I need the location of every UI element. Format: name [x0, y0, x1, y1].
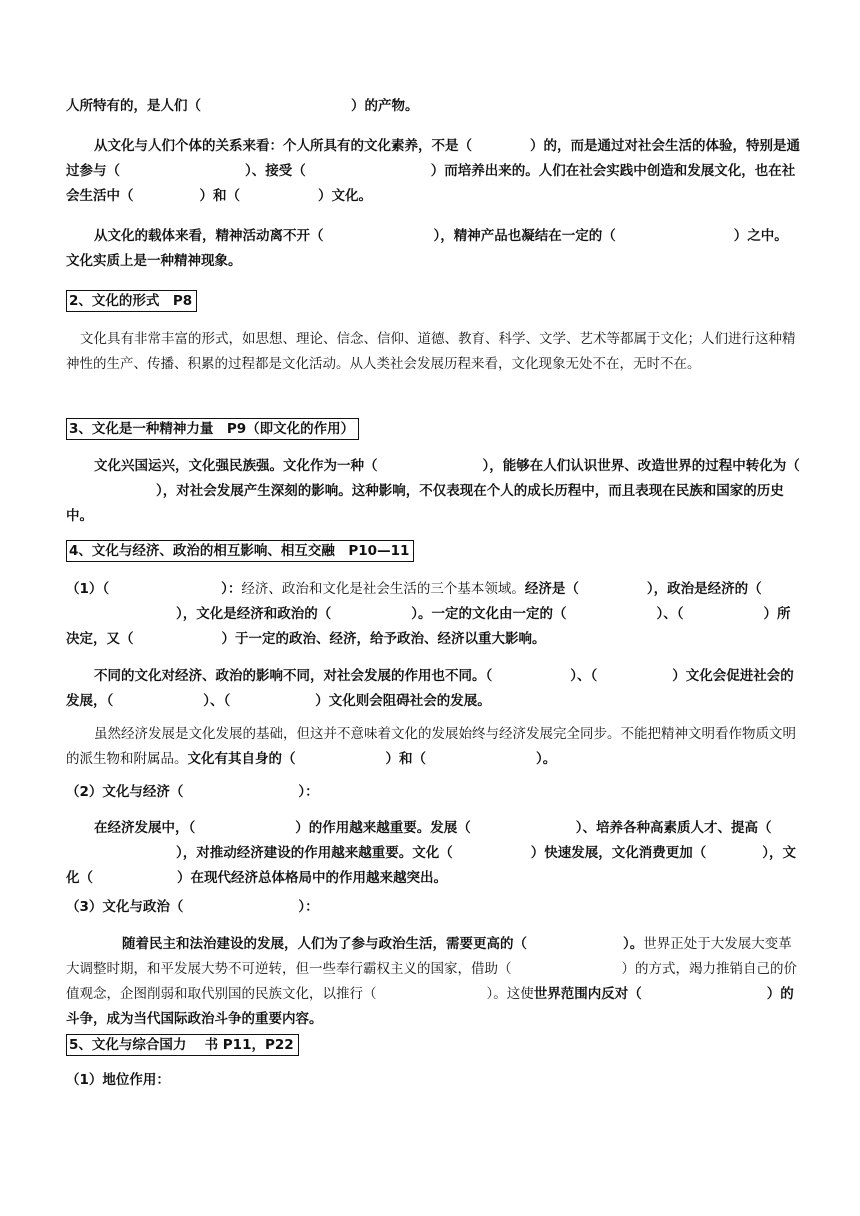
paragraph-spiritual-product: 人所特有的，是人们（ ）的产物。 [66, 98, 419, 114]
paragraph-culture-economy: 在经济发展中，（ ）的作用越来越重要。发展（ ）、培养各种高素质人才、提高（），对推动经济建设的作用越来越重要。文化（ ）快速发展，文化消费更加（ ），文化（ ）在现代经济总体格局中的作用越来越突出。 [66, 820, 796, 886]
section-heading-5: 5、文化与综合国力 书 P11，P22 [66, 1034, 299, 1056]
paragraph-spiritual-force: 文化兴国运兴，文化强民族强。文化作为一种（ ），能够在人们认识世界、改造世界的过程中转化为（），对社会发展产生深刻的影响。这种影响，不仅表现在个人的成长历程中，而且表现在民族和国家的历史中。 [66, 458, 800, 524]
section-heading-4: 4、文化与经济、政治的相互影响、相互交融 P10—11 [66, 540, 414, 562]
paragraph-different-cultures: 不同的文化对经济、政治的影响不同，对社会发展的作用也不同。（ ）、（ ）文化会促进社会的发展，（ ）、（ ）文化则会阻碍社会的发展。 [66, 668, 794, 709]
subheading-status-role: （1）地位作用： [66, 1072, 170, 1088]
paragraph-relative-independence: 虽然经济发展是文化发展的基础，但这并不意味着文化的发展始终与经济发展完全同步。不能把精神文明看作物质文明的派生物和附属品。文化有其自身的（ ）和（ ）。 [66, 726, 796, 767]
paragraph-three-domains: （1）（ ）：经济、政治和文化是社会生活的三个基本领域。经济是（ ），政治是经济的（），文化是经济和政治的（ ）。一定的文化由一定的（ ）、（ ）所决定，又（ ）于一定的政治、经济，给予政治、经济以重大影响。 [66, 581, 791, 647]
paragraph-culture-politics: 随着民主和法治建设的发展，人们为了参与政治生活，需要更高的（ ）。世界正处于大发展大变革大调整时期，和平发展大势不可逆转，但一些奉行霸权主义的国家，借助（ ）的方式，竭力推销自己的价值观念，企图削弱和取代别国的民族文化，以推行（ ）。这使世界范围内反对（ ）的斗争，成为当代国际政治斗争的重要内容。 [66, 936, 797, 1027]
subheading-culture-politics: （3）文化与政治（ ）： [66, 899, 319, 915]
section-heading-3: 3、文化是一种精神力量 P9（即文化的作用） [66, 418, 359, 440]
subheading-culture-economy: （2）文化与经济（ ）： [66, 784, 319, 800]
paragraph-culture-forms: 文化具有非常丰富的形式，如思想、理论、信念、信仰、道德、教育、科学、文学、艺术等都属于文化；人们进行这种精神性的生产、传播、积累的过程都是文化活动。从人类社会发展历程来看，文化现象无处不在，无时不在。 [66, 331, 796, 372]
paragraph-culture-carrier: 从文化的载体来看，精神活动离不开（ ），精神产品也凝结在一定的（ ）之中。文化实质上是一种精神现象。 [66, 228, 788, 269]
paragraph-individual-culture: 从文化与人们个体的关系来看：个人所具有的文化素养，不是（ ）的，而是通过对社会生活的体验，特别是通过参与（ ）、接受（ ）而培养出来的。人们在社会实践中创造和发展文化，也在社会生活中（ ）和（ ）文化。 [66, 138, 800, 204]
section-heading-2: 2、文化的形式 P8 [66, 290, 197, 312]
